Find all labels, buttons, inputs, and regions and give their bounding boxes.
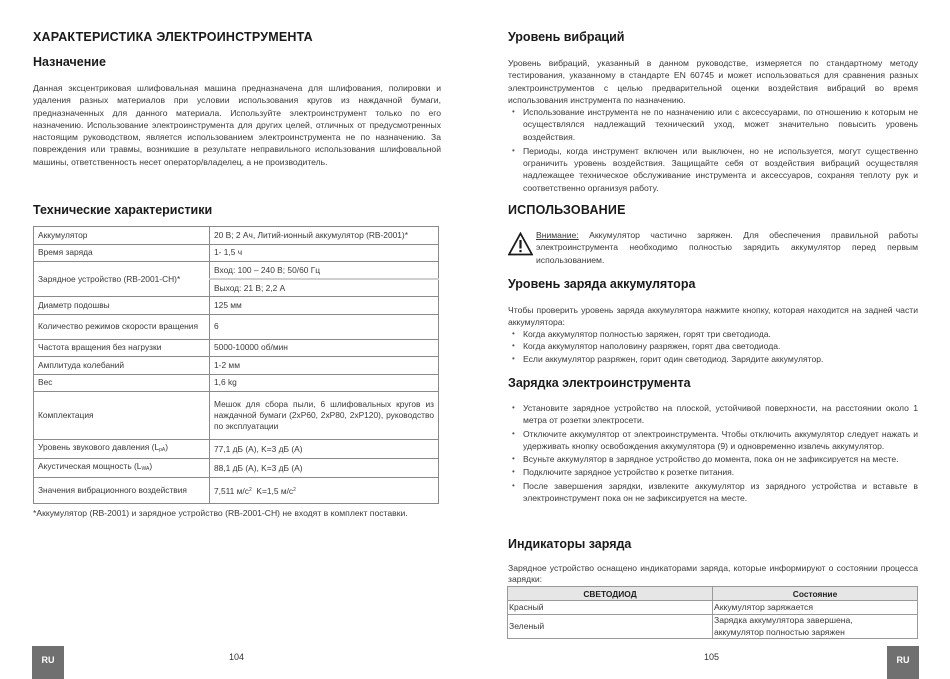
list-item: • Периоды, когда инструмент включен или выключен, но не используется, могут существенно ограничить уровень воздействия. Защищайте себя от воздействия вибраций осуществляя надлежащее техническое обслуживание инструмента и аксессуаров, сохраняя теплоту рук и соответственно организуя работу.: [508, 145, 918, 194]
spec-key-subscript: WA: [141, 466, 150, 472]
table-row: [34, 357, 439, 375]
list-item: • Установите зарядное устройство на плоской, устойчивой поверхности, на расстоянии около 1 метра от розетки электросети.: [508, 402, 918, 427]
heading-battery-level: Уровень заряда аккумулятора: [508, 277, 696, 291]
indicator-table: [507, 586, 918, 639]
spec-key: Аккумулятор: [34, 227, 210, 245]
spec-key: Количество режимов скорости вращения: [34, 314, 210, 339]
led-state: [713, 615, 918, 639]
spec-value: 20 В; 2 Ач, Литий-ионный аккумулятор (RB-2001)*: [210, 227, 439, 245]
heading-vibration: Уровень вибраций: [508, 30, 625, 44]
table-row: [34, 478, 439, 504]
table-row: [34, 244, 439, 262]
list-item: • Если аккумулятор разряжен, горит один светодиод. Зарядите аккумулятор.: [508, 353, 918, 365]
spec-value-superscript: 2: [293, 486, 296, 493]
table-row: [34, 440, 439, 459]
spec-key: [34, 459, 210, 478]
spec-value: 125 мм: [210, 297, 439, 315]
list-item: • Когда аккумулятор полностью заряжен, горят три светодиода.: [508, 328, 918, 340]
spec-value: Выход: 21 В; 2,2 А: [210, 279, 439, 297]
column-header-state: Состояние: [713, 587, 918, 601]
spec-key: Зарядное устройство (RB-2001-CH)*: [34, 262, 210, 297]
warning-body: Аккумулятор частично заряжен. Для обеспечения правильной работы электроинструмента необходимо полностью зарядить аккумулятор перед первым использованием.: [536, 230, 918, 265]
purpose-text: Данная эксцентриковая шлифовальная машина предназначена для шлифования, полировки и удаления разных материалов при условии использования кругов из наждачной бумаги, предназначенных для данного материала. Используйте электроинструмент только по его назначению. Использование электроинструмента для других целей, отличных от предусмотренных настоящим руководством, является использованием электроинструмента не по назначению. За повреждения или травмы, возникшие в результате неправильного использования шлифовальной машины, ответственность несет оператор/владелец, а не производитель.: [33, 83, 441, 167]
section-title-usage: ИСПОЛЬЗОВАНИЕ: [508, 203, 626, 217]
spec-key: Вес: [34, 374, 210, 392]
list-item: • Отключите аккумулятор от электроинструмента. Чтобы отключить аккумулятор следует нажать и удерживать кнопку освобождения аккумулятора (9) и одновременно извлечь аккумулятор.: [508, 428, 918, 453]
spec-key: Значения вибрационного воздействия: [34, 478, 210, 504]
table-row: [34, 262, 439, 280]
spec-key: Частота вращения без нагрузки: [34, 339, 210, 357]
led-color: Зеленый: [508, 615, 713, 639]
spec-value: Мешок для сбора пыли, 6 шлифовальных кругов из наждачной бумаги (2xP60, 2xP80, 2xP120), руководство по эксплуатации: [210, 392, 439, 440]
led-state-line: Зарядка аккумулятора завершена,: [714, 615, 853, 625]
table-row: [34, 339, 439, 357]
heading-purpose: Назначение: [33, 55, 106, 69]
spec-key: Амплитуда колебаний: [34, 357, 210, 375]
spec-key-end: ): [165, 442, 169, 452]
table-row: [34, 392, 439, 440]
table-row: [34, 297, 439, 315]
spec-value-text: K=1,5 м/с: [251, 485, 294, 496]
warning-label: Внимание:: [536, 230, 579, 240]
page-number: 104: [229, 652, 245, 662]
spec-key-text: Акустическая мощность (L: [38, 461, 142, 471]
page-number: 105: [704, 652, 720, 662]
spec-key: Диаметр подошвы: [34, 297, 210, 315]
language-tab: RU: [32, 646, 64, 679]
indicators-text: Зарядное устройство оснащено индикаторами заряда, которые информируют о состоянии процесса зарядки:: [508, 563, 918, 584]
led-state: Аккумулятор заряжается: [713, 601, 918, 615]
spec-value-text: 7,511 м/с: [214, 485, 249, 496]
column-header-led: СВЕТОДИОД: [508, 587, 713, 601]
spec-value: [210, 478, 439, 504]
spec-key-text: Уровень звукового давления (L: [38, 442, 160, 452]
spec-value-superscript: 2: [248, 486, 252, 493]
table-row: [508, 615, 918, 639]
list-item: • Когда аккумулятор наполовину разряжен, горят два светодиода.: [508, 340, 918, 352]
spec-value: 88,1 дБ (А), K=3 дБ (А): [210, 459, 439, 478]
table-row: [34, 227, 439, 245]
spec-footnote: *Аккумулятор (RB-2001) и зарядное устройство (RB-2001-CH) не входят в комплект поставки.: [33, 508, 408, 518]
table-row: [34, 374, 439, 392]
spec-key-end: ): [149, 461, 153, 471]
spec-key-subscript: pA: [159, 447, 166, 453]
spec-key: [34, 440, 210, 459]
spec-value: 1- 1,5 ч: [210, 244, 439, 262]
list-item: • Использование инструмента не по назначению или с аксессуарами, по отношению к которым не осуществлялся надлежащий технический уход, может значительно повысить уровень воздействия.: [508, 106, 918, 143]
vibration-bullets: [508, 106, 918, 196]
table-row: [34, 314, 439, 339]
heading-indicators: Индикаторы заряда: [508, 537, 632, 551]
section-title-characteristics: ХАРАКТЕРИСТИКА ЭЛЕКТРОИНСТРУМЕНТА: [33, 30, 313, 44]
list-item: • После завершения зарядки, извлеките аккумулятор из зарядного устройства и вставьте в электроинструмент пока он не зафиксируется на месте.: [508, 480, 918, 505]
spec-value: 5000-10000 об/мин: [210, 339, 439, 357]
spec-key: Комплектация: [34, 392, 210, 440]
list-item: • Подключите зарядное устройство к розетке питания.: [508, 466, 918, 478]
spec-table: [33, 226, 439, 504]
heading-tech-specs: Технические характеристики: [33, 203, 213, 217]
vibration-text: Уровень вибраций, указанный в данном руководстве, измеряется по стандартному методу тестирования, указанному в стандарте EN 60745 и может использоваться для сравнения разных электроинструментов с целью предварительной оценки воздействия вибраций во время использования инструмента по назначению.: [508, 58, 918, 105]
warning-text: [536, 229, 918, 266]
spec-key: Время заряда: [34, 244, 210, 262]
battery-level-text: Чтобы проверить уровень заряда аккумулятора нажмите кнопку, которая находится на задней части аккумулятора:: [508, 305, 918, 328]
heading-charging: Зарядка электроинструмента: [508, 376, 691, 390]
warning-triangle-icon: [508, 232, 533, 256]
spec-value: Вход: 100 – 240 В; 50/60 Гц: [210, 262, 439, 280]
led-state-line: аккумулятор полностью заряжен: [714, 626, 845, 637]
page-105: [475, 0, 950, 679]
spec-value: 1,6 kg: [210, 374, 439, 392]
table-row: [508, 601, 918, 615]
spec-value: 1-2 мм: [210, 357, 439, 375]
table-header-row: [508, 587, 918, 601]
list-item: • Всуньте аккумулятор в зарядное устройство до момента, пока он не зафиксируется на месте.: [508, 453, 918, 465]
language-tab: RU: [887, 646, 919, 679]
spec-value: 77,1 дБ (А), K=3 дБ (А): [210, 440, 439, 459]
led-color: Красный: [508, 601, 713, 615]
table-row: [34, 459, 439, 478]
spec-value: 6: [210, 314, 439, 339]
